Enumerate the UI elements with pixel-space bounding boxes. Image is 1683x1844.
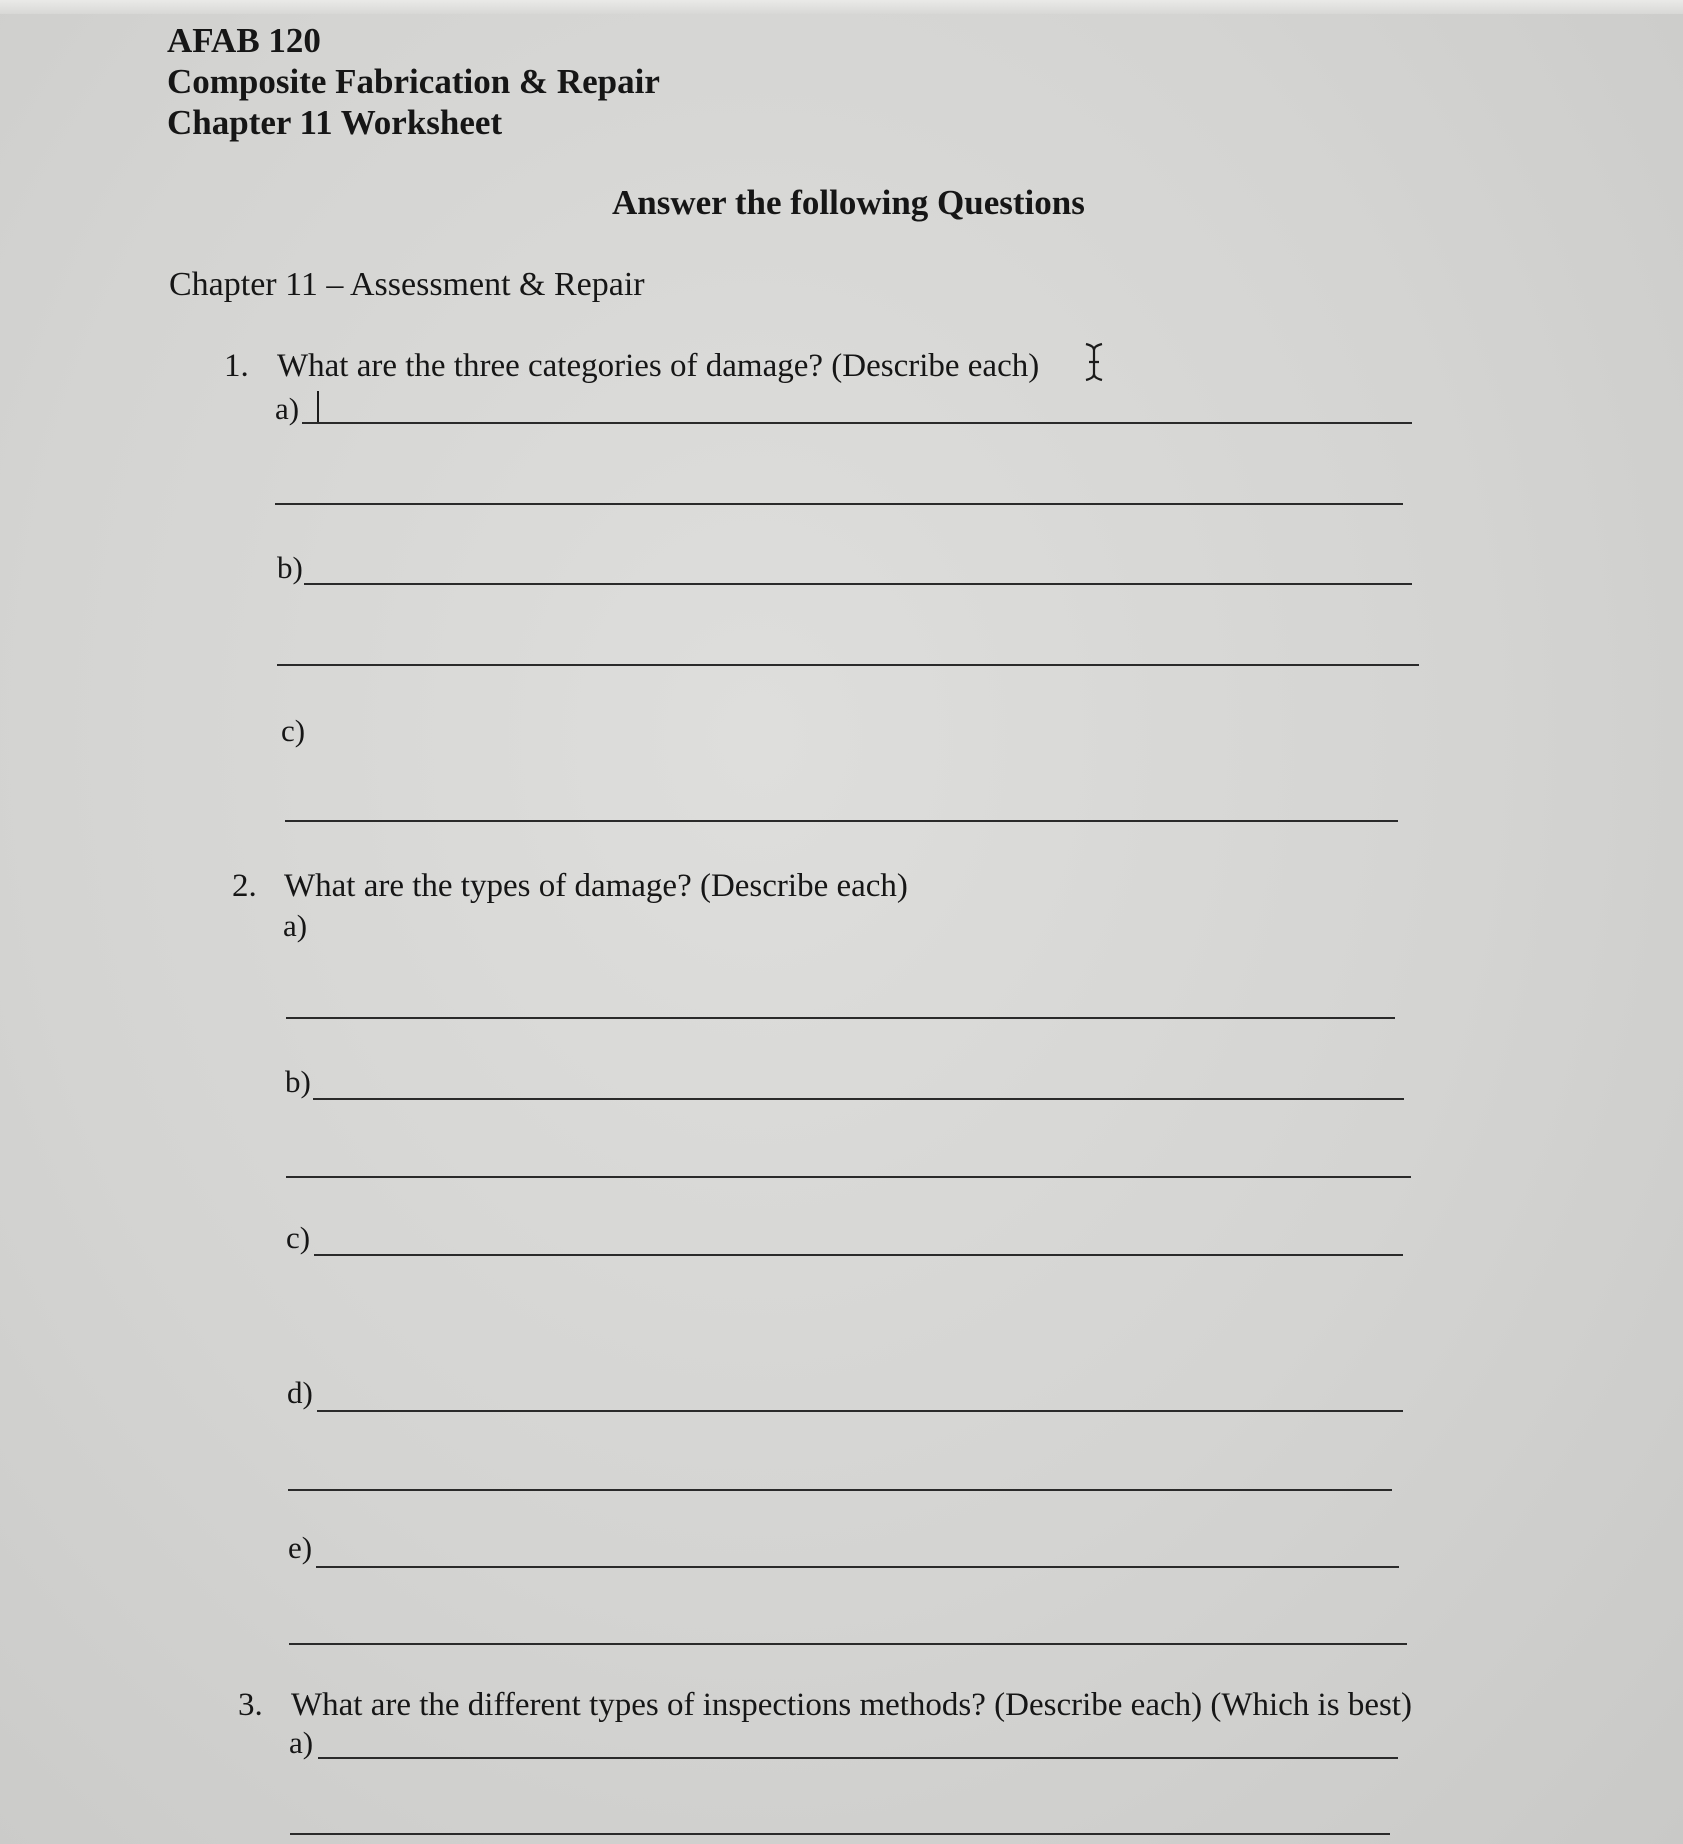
q1-part-a-answer-line-2[interactable] xyxy=(275,503,1403,505)
q1-part-c-label: c) xyxy=(281,713,306,748)
q2-part-e-answer-line[interactable] xyxy=(316,1566,1399,1568)
q1-part-b-answer-line[interactable] xyxy=(304,583,1412,585)
q2-part-b-answer-line-2[interactable] xyxy=(286,1176,1411,1178)
q2-part-d-label: d) xyxy=(287,1375,313,1410)
q3-part-a-answer-line[interactable] xyxy=(318,1757,1398,1759)
q2-part-c-answer-line[interactable] xyxy=(314,1254,1403,1256)
worksheet-title: Chapter 11 Worksheet xyxy=(167,103,503,142)
i-beam-cursor-icon xyxy=(1082,342,1106,382)
chapter-heading: Chapter 11 – Assessment & Repair xyxy=(169,266,645,303)
q1-part-b-answer-line-2[interactable] xyxy=(277,664,1419,666)
q1-part-b-label: b) xyxy=(277,550,303,585)
q2-part-b-label: b) xyxy=(285,1064,311,1099)
q2-part-d-answer-line-2[interactable] xyxy=(288,1489,1392,1491)
q1-part-a-label: a) xyxy=(275,391,300,426)
q3-part-a-answer-line-2[interactable] xyxy=(290,1833,1390,1835)
q2-part-a-answer-line[interactable] xyxy=(286,1017,1395,1019)
q2-part-e-answer-line-2[interactable] xyxy=(289,1643,1407,1645)
course-title: Composite Fabrication & Repair xyxy=(167,62,660,101)
q1-part-c-answer-line[interactable] xyxy=(285,820,1398,822)
q2-part-d-answer-line[interactable] xyxy=(317,1410,1403,1412)
question-3-number: 3. xyxy=(238,1687,263,1723)
instruction-heading: Answer the following Questions xyxy=(612,183,1085,222)
text-caret-icon xyxy=(317,391,319,423)
question-2-number: 2. xyxy=(232,868,257,904)
q3-part-a-label: a) xyxy=(289,1725,314,1760)
page-top-edge xyxy=(0,0,1683,14)
question-2-text: What are the types of damage? (Describe each) xyxy=(284,868,908,904)
course-code: AFAB 120 xyxy=(167,21,321,60)
question-1-number: 1. xyxy=(224,348,249,384)
question-3-text: What are the different types of inspections methods? (Describe each) (Which is best) xyxy=(291,1687,1412,1723)
q2-part-b-answer-line[interactable] xyxy=(313,1098,1404,1100)
q2-part-c-label: c) xyxy=(286,1220,311,1255)
q1-part-a-answer-line[interactable] xyxy=(302,422,1412,424)
question-1-text: What are the three categories of damage? (Describe each) xyxy=(277,348,1040,384)
q2-part-e-label: e) xyxy=(288,1530,313,1565)
q2-part-a-label: a) xyxy=(283,908,308,943)
